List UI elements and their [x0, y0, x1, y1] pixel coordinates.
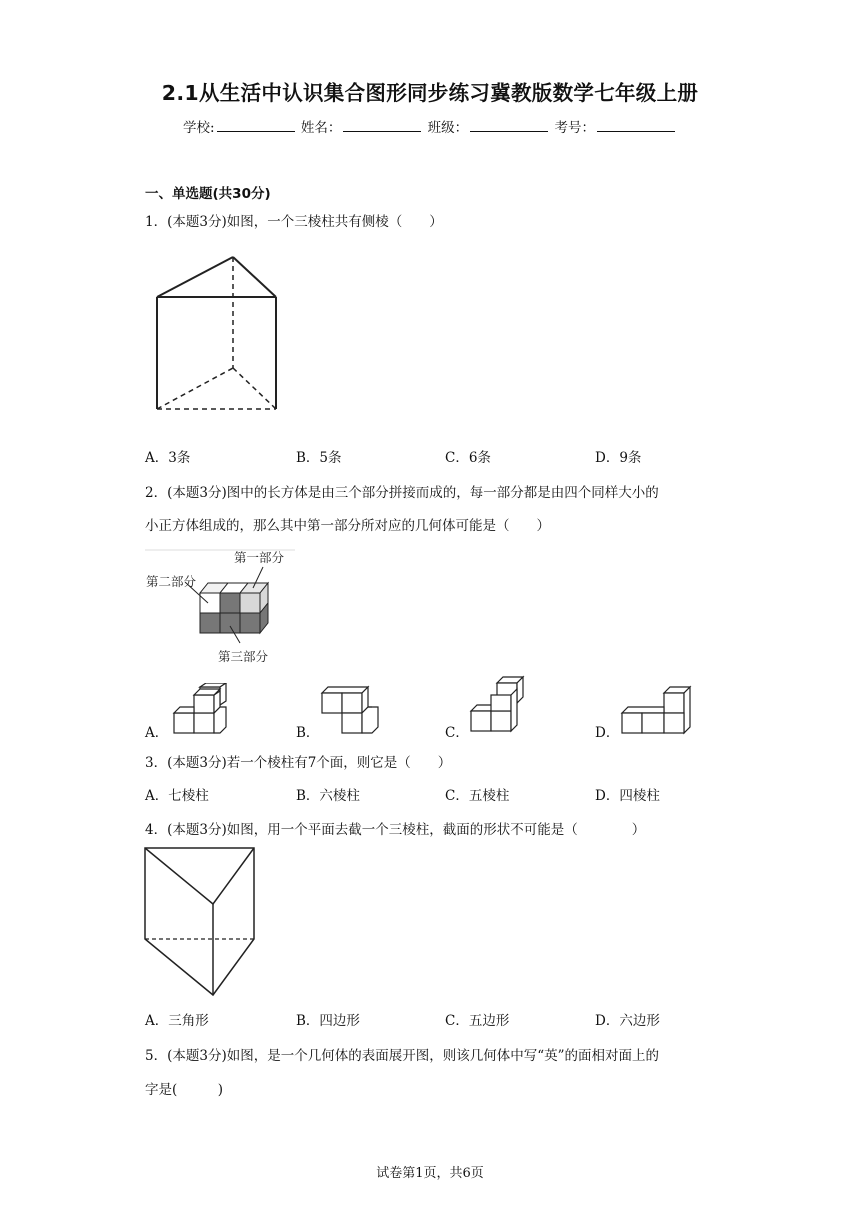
cuboid-parts-figure — [145, 548, 305, 668]
page-footer: 试卷第1页，共6页 — [376, 1166, 484, 1181]
q1-option-c[interactable]: C．6条 — [445, 450, 491, 466]
q3-option-c[interactable]: C．五棱柱 — [445, 788, 510, 804]
q2-option-c[interactable]: C． — [445, 725, 469, 741]
q4-option-c[interactable]: C．五边形 — [445, 1013, 510, 1029]
page-title: 2.1从生活中认识集合图形同步练习冀教版数学七年级上册 — [161, 81, 699, 105]
q2-option-a[interactable]: A． — [145, 725, 169, 741]
question-1-text: 1．(本题3分)如图，一个三棱柱共有侧棱（ ） — [145, 214, 443, 230]
school-label: 学校: — [183, 120, 215, 136]
student-info-line — [0, 116, 860, 136]
school-blank[interactable] — [217, 120, 295, 132]
question-5-text-line1: 5．(本题3分)如图，是一个几何体的表面展开图，则该几何体中写“英”的面相对面上的 — [145, 1048, 660, 1064]
q2-option-a-cubes[interactable] — [170, 683, 236, 737]
label-part3: 第三部分 — [218, 649, 269, 664]
triangular-prism-figure — [150, 252, 282, 414]
question-4-text: 4．(本题3分)如图，用一个平面去截一个三棱柱，截面的形状不可能是（ ） — [145, 822, 646, 838]
name-label: 姓名： — [300, 120, 342, 136]
q2-option-d[interactable]: D． — [595, 725, 620, 741]
section-heading: 一、单选题(共30分) — [145, 186, 271, 202]
q2-option-c-cubes[interactable] — [467, 675, 533, 737]
label-part1: 第一部分 — [234, 550, 285, 565]
q4-option-a[interactable]: A．三角形 — [145, 1013, 209, 1029]
question-3-text: 3．(本题3分)若一个棱柱有7个面，则它是（ ） — [145, 755, 452, 771]
q3-option-a[interactable]: A．七棱柱 — [145, 788, 209, 804]
q1-option-b[interactable]: B．5条 — [296, 450, 342, 466]
q4-option-b[interactable]: B．四边形 — [296, 1013, 360, 1029]
question-2-text-line2: 小正方体组成的，那么其中第一部分所对应的几何体可能是（ ） — [145, 518, 550, 534]
q3-option-d[interactable]: D．四棱柱 — [595, 788, 660, 804]
exam-no-blank[interactable] — [597, 120, 675, 132]
q2-option-d-cubes[interactable] — [618, 683, 698, 737]
q2-option-b[interactable]: B． — [296, 725, 320, 741]
question-5-text-line2: 字是( ) — [145, 1082, 224, 1098]
exam-no-label: 考号： — [554, 120, 595, 136]
name-blank[interactable] — [343, 120, 421, 132]
cut-prism-figure — [142, 845, 258, 999]
q3-option-b[interactable]: B．六棱柱 — [296, 788, 360, 804]
class-blank[interactable] — [470, 120, 548, 132]
q1-option-d[interactable]: D．9条 — [595, 450, 642, 466]
question-2-text-line1: 2．(本题3分)图中的长方体是由三个部分拼接而成的，每一部分都是由四个同样大小的 — [145, 485, 659, 501]
label-part2: 第二部分 — [146, 574, 197, 589]
class-label: 班级： — [427, 120, 469, 136]
q1-option-a[interactable]: A．3条 — [145, 450, 191, 466]
q4-option-d[interactable]: D．六边形 — [595, 1013, 660, 1029]
q2-option-b-cubes[interactable] — [318, 683, 384, 737]
